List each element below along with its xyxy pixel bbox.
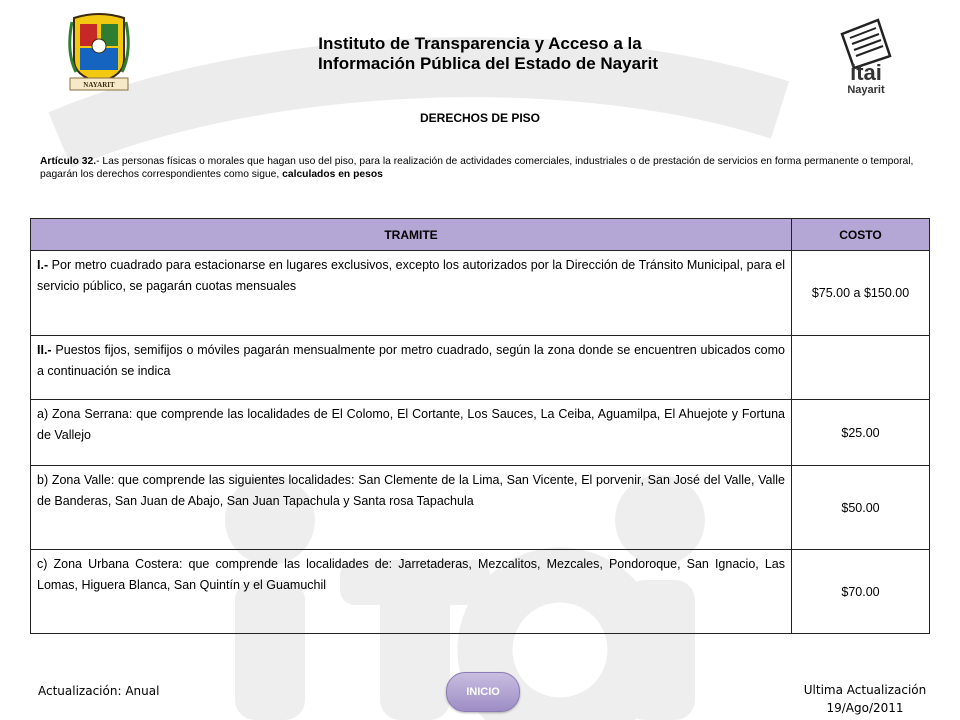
row-description: [31, 550, 792, 634]
row-description: [31, 466, 792, 550]
row-cost: $25.00: [792, 400, 930, 466]
article-emphasis: calculados en pesos: [282, 169, 383, 180]
row-cost: $70.00: [792, 550, 930, 634]
last-update-date: 19/Ago/2011: [826, 701, 904, 715]
row-description: [31, 336, 792, 400]
row-text: Por metro cuadrado para estacionarse en lugares exclusivos, excepto los autorizados por la Dirección de Tránsito Municipal, para el servicio público, se pagarán cuotas mensuales: [37, 258, 785, 293]
row-text: Puestos fijos, semifijos o móviles pagarán mensualmente por metro cuadrado, según la zona donde se encuentren ubicados como a continuación se indica: [37, 343, 785, 378]
header-costo: COSTO: [792, 219, 930, 251]
header-tramite: TRAMITE: [31, 219, 792, 251]
row-label: II.-: [37, 343, 52, 357]
row-text: a) Zona Serrana: que comprende las localidades de El Colomo, El Cortante, Los Sauces, La Ceiba, Aguamilpa, El Ahuejote y Fortuna de Vallejo: [37, 407, 785, 442]
row-cost: [792, 336, 930, 400]
row-cost: $75.00 a $150.00: [792, 251, 930, 336]
row-description: [31, 251, 792, 336]
row-label: I.-: [37, 258, 49, 272]
title-line-2: Información Pública del Estado de Nayarit: [317, 54, 659, 73]
article-label: Artículo 32.: [40, 156, 97, 167]
article-paragraph: [40, 155, 920, 181]
inicio-button[interactable]: INICIO: [446, 672, 520, 712]
logo-left-label: NAYARIT: [83, 81, 115, 89]
row-cost: $50.00: [792, 466, 930, 550]
title-line-1: Instituto de Transparencia y Acceso a la: [318, 34, 642, 53]
table-header-row: [31, 219, 930, 251]
row-description: [31, 400, 792, 466]
section-title: DERECHOS DE PISO: [419, 111, 541, 125]
table-row: [31, 400, 930, 466]
row-text: c) Zona Urbana Costera: que comprende las localidades de: Jarretaderas, Mezcalitos, Mezcales, Pondoroque, San Ignacio, Las Lomas, Higuera Blanca, San Quintín y el Guamuchil: [37, 557, 785, 592]
article-text: - Las personas físicas o morales que hagan uso del piso, para la realización de actividades comerciales, industriales o de prestación de servicios en forma permanente o temporal, pagarán los derechos correspondientes como sigue,: [40, 156, 914, 180]
table-row: [31, 336, 930, 400]
table-row: [31, 466, 930, 550]
last-update-label: Ultima Actualización: [803, 683, 927, 697]
logo-right-subtext: Nayarit: [847, 84, 885, 96]
nayarit-coat-of-arms-logo: [66, 12, 132, 92]
table-row: [31, 251, 930, 336]
update-frequency: Actualización: Anual: [38, 684, 160, 698]
last-update: [790, 681, 940, 717]
itai-logo: [830, 16, 902, 96]
logo-right-text: itai: [850, 60, 882, 85]
table-row: [31, 550, 930, 634]
fees-table: [30, 218, 930, 634]
page-title: [250, 34, 710, 74]
row-text: b) Zona Valle: que comprende las siguientes localidades: San Clemente de la Lima, San Vicente, El porvenir, San José del Valle, Valle de Banderas, San Juan de Abajo, San Juan Tapachula y Santa rosa Tapachula: [37, 473, 785, 508]
